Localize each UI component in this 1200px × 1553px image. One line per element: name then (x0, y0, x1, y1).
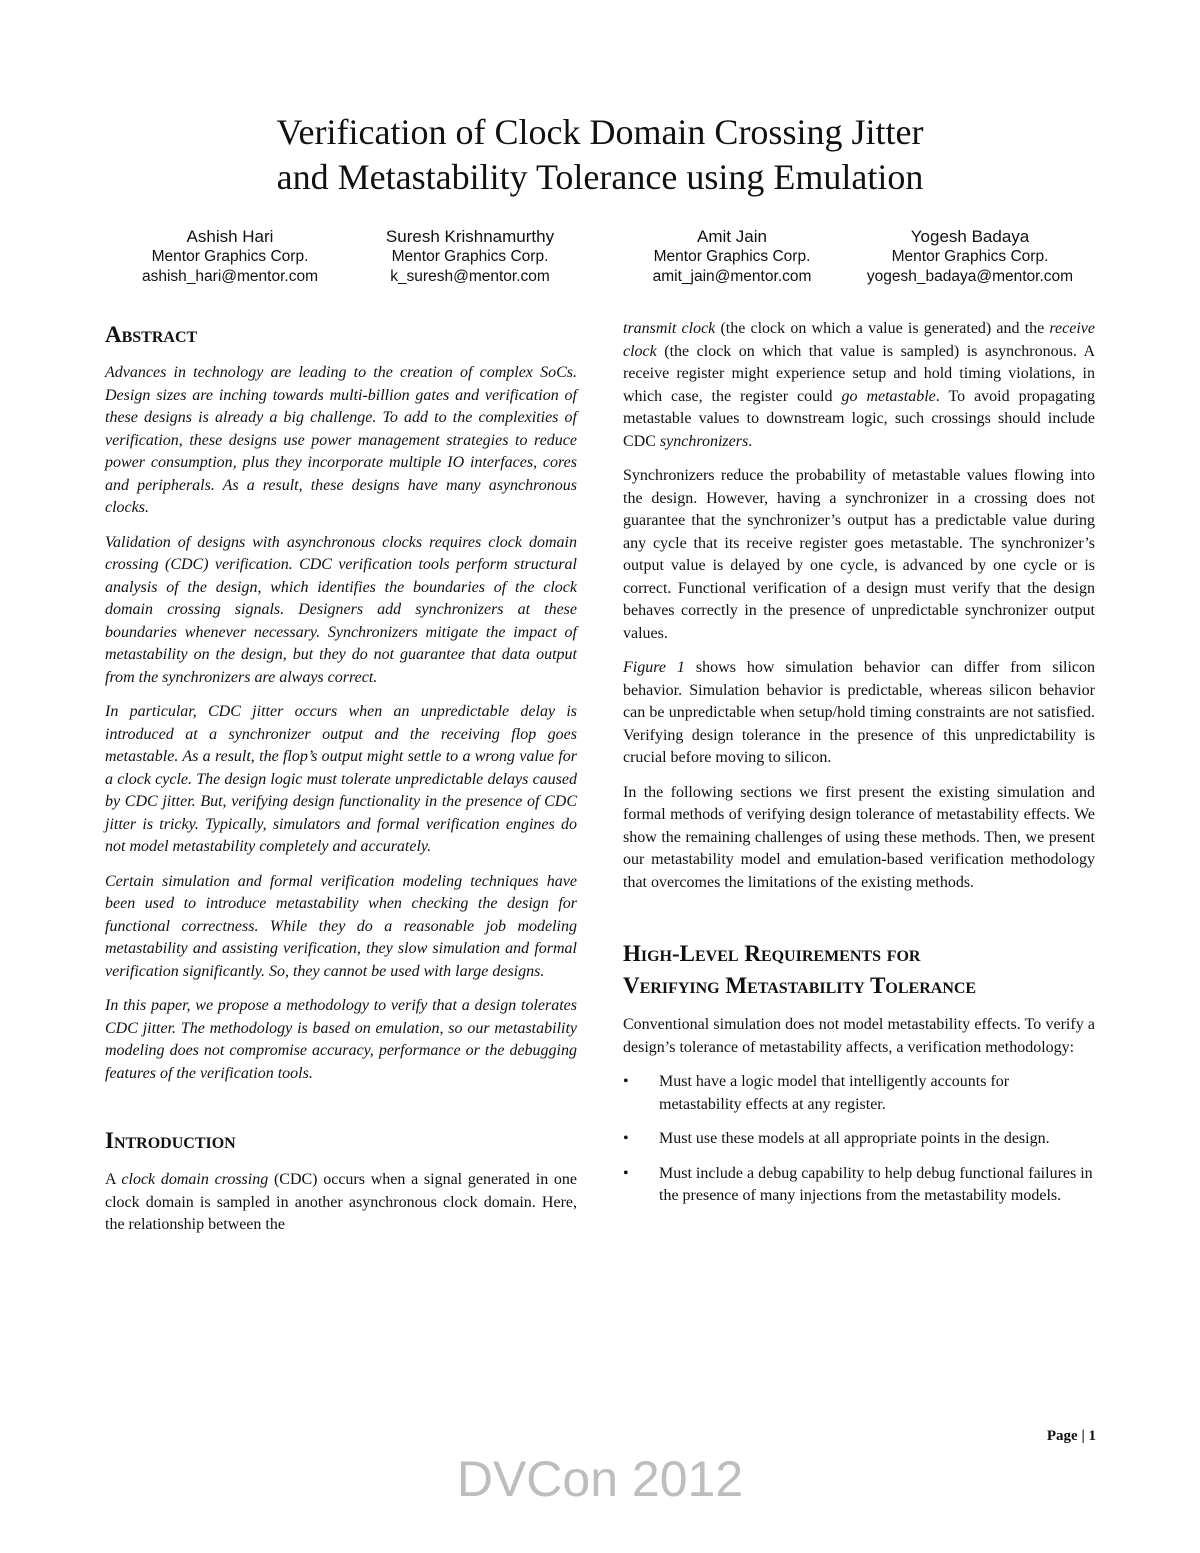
bullet-icon: • (623, 1073, 629, 1090)
abstract-paragraph: Validation of designs with asynchronous clocks requires clock domain crossing (CDC) verification. CDC verification tools perform structural analysis of the design, which identifies the boundaries of the clock domain crossing signals. Designers add synchronizers at these boundaries whenever necessary. Synchronizers mitigate the impact of metastability on the design, but they do not guarantee that data output from the synchronizers are always correct. (105, 533, 577, 686)
requirements-heading: High-Level Requirements for Verifying Metastability Tolerance (623, 941, 977, 998)
author-block (110, 226, 1100, 296)
abstract-paragraph: Certain simulation and formal verification modeling techniques have been used to introduce metastability when checking the design for functional correctness. While they do a reasonable job modeling metastability and assisting verification, they slow simulation and formal verification significantly. So, they cannot be used with large designs. (105, 872, 577, 980)
author-4 (850, 226, 1090, 287)
author-email: ashish_hari@mentor.com (142, 268, 318, 285)
right-column (623, 318, 1095, 1220)
introduction-paragraph-4: In the following sections we first present the existing simulation and formal methods of verifying design tolerance of metastability effects. We show the remaining challenges of using these methods. Then, we present our metastability model and emulation-based verification methodology that overcomes the limitations of the existing methods. (623, 783, 1095, 891)
author-email: amit_jain@mentor.com (652, 268, 812, 285)
bullet-icon: • (623, 1164, 629, 1182)
list-item: • Must include a debug capability to help debug functional failures in the presence of many injections from the metastability models. (623, 1164, 1093, 1204)
requirements-list (623, 1071, 1095, 1208)
author-1 (110, 226, 350, 287)
list-item: • Must use these models at all appropriate points in the design. (623, 1128, 1095, 1151)
introduction-paragraph-1-continued: transmit clock (the clock on which a value is generated) and the receive clock (the clock on which that value is sampled) is asynchronous. A receive register might experience setup and hold timing violations, in which case, the register could go metastable. To avoid propagating metastable values to downstream logic, such crossings should include CDC synchronizers. (623, 320, 1096, 450)
paper-title (0, 110, 1200, 200)
author-name: Ashish Hari (186, 227, 274, 246)
introduction-heading: Introduction (105, 1128, 236, 1153)
left-column (105, 318, 577, 1249)
author-2 (350, 226, 590, 287)
introduction-paragraph-1: A clock domain crossing (CDC) occurs when a signal generated in one clock domain is sampled in another asynchronous clock domain. Here, the relationship between the (105, 1171, 578, 1233)
author-name: Amit Jain (697, 227, 767, 246)
author-name: Yogesh Badaya (910, 227, 1030, 246)
figure-reference: Figure 1 (623, 659, 685, 676)
abstract-paragraph: In this paper, we propose a methodology to verify that a design tolerates CDC jitter. The methodology is based on emulation, so our metastability modeling does not compromise accuracy, performance or the debugging features of the verification tools. (105, 997, 577, 1082)
author-name: Suresh Krishnamurthy (385, 227, 555, 246)
author-email: yogesh_badaya@mentor.com (866, 268, 1074, 285)
conference-watermark: DVCon 2012 (456, 1451, 744, 1507)
introduction-paragraph-2: Synchronizers reduce the probability of metastable values flowing into the design. However, having a synchronizer in a crossing does not guarantee that the synchronizer’s output has a predictable value during any cycle that its receive register goes metastable. The synchronizer’s output value is delayed by one cycle, is advanced by one cycle or is correct. Functional verification of a design must verify that the design behaves correctly in the presence of unpredictable synchronizer output values. (623, 467, 1095, 642)
abstract-heading: Abstract (105, 322, 198, 347)
author-affiliation: Mentor Graphics Corp. (391, 248, 549, 265)
title-line-2: and Metastability Tolerance using Emulation (276, 157, 924, 197)
abstract-paragraph: Advances in technology are leading to the creation of complex SoCs. Design sizes are inching towards multi-billion gates and verification of these designs is already a big challenge. To add to the complexities of verification, these designs use power management strategies to reduce power consumption, plus they incorporate multiple IO interfaces, cores and peripherals. As a result, these designs have many asynchronous clocks. (105, 364, 577, 516)
author-3 (612, 226, 852, 287)
page-number: Page | 1 (1046, 1428, 1096, 1444)
author-affiliation: Mentor Graphics Corp. (891, 248, 1049, 265)
title-line-1: Verification of Clock Domain Crossing Jitter (276, 112, 924, 152)
author-affiliation: Mentor Graphics Corp. (653, 248, 811, 265)
author-email: k_suresh@mentor.com (390, 268, 550, 285)
requirements-intro: Conventional simulation does not model metastability effects. To verify a design’s tolerance of metastability affects, a verification methodology: (623, 1016, 1095, 1056)
bullet-icon: • (623, 1130, 629, 1147)
abstract-paragraph: In particular, CDC jitter occurs when an unpredictable delay is introduced at a synchronizer output and the receiving flop goes metastable. As a result, the flop’s output might settle to a wrong value for a clock cycle. The design logic must tolerate unpredictable delays caused by CDC jitter. But, verifying design functionality in the presence of CDC jitter is tricky. Typically, simulators and formal verification engines do not model metastability completely and accurately. (105, 703, 577, 855)
author-affiliation: Mentor Graphics Corp. (151, 248, 309, 265)
introduction-paragraph-3: Figure 1 shows how simulation behavior can differ from silicon behavior. Simulation behavior is predictable, whereas silicon behavior can be unpredictable when setup/hold timing constraints are not satisfied. Verifying design tolerance in the presence of this unpredictability is crucial before moving to silicon. (623, 659, 1096, 766)
list-item: • Must have a logic model that intelligently accounts for metastability effects at any register. (623, 1073, 1010, 1113)
